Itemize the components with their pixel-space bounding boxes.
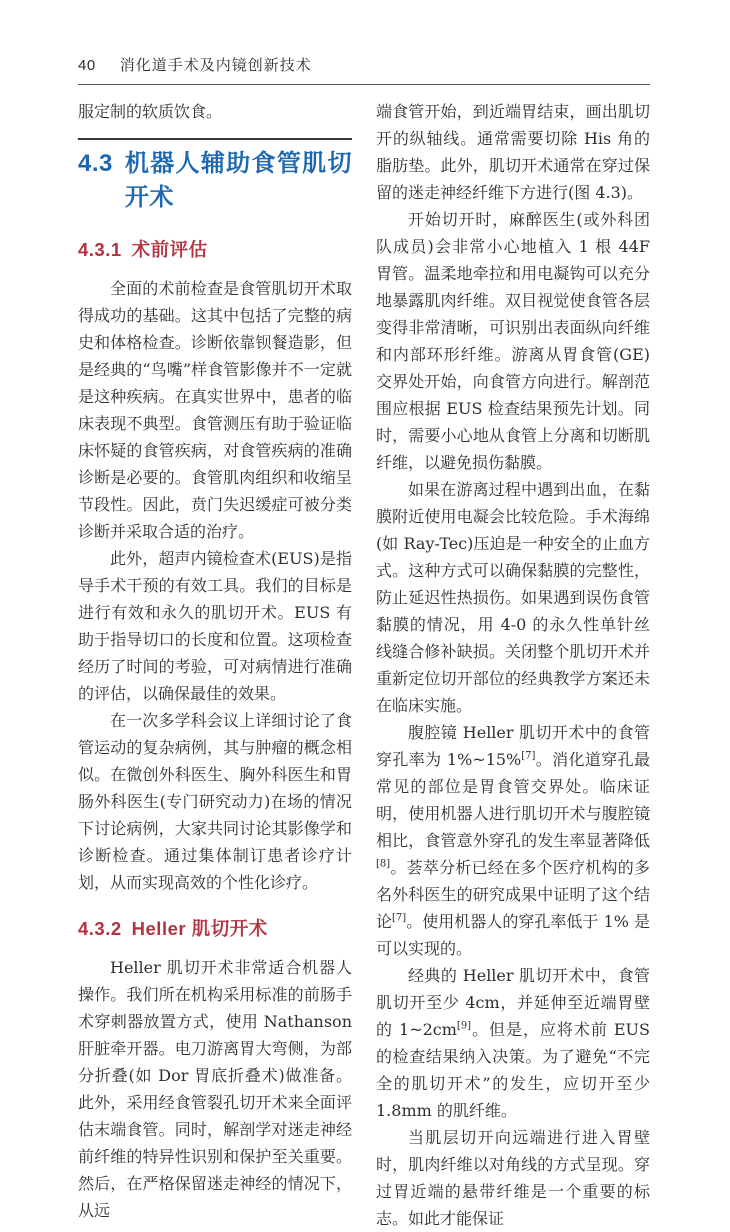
subsection-heading-2 [78,917,352,941]
subsection-heading-1 [78,238,352,262]
paragraph: 如果在游离过程中遇到出血，在黏膜附近使用电凝会比较危险。手术海绵(如 Ray-Tec)压迫是一种安全的止血方式。这种方式可以确保黏膜的完整性，防止延迟性热损伤。如果遇到误伤食管黏膜的情况，用 4-0 的永久性单针丝线缝合修补缺损。关闭整个肌切开术并重新定位切开部位的经典教学方案还未在临床实施。 [376,480,650,715]
subsection-2-title: Heller 肌切开术 [131,918,268,939]
section-title: 机器人辅助食管肌切开术 [124,150,352,211]
paragraph: 腹腔镜 Heller 肌切开术中的食管穿孔率为 1%~15%[7]。消化道穿孔最常见的部位是胃食管交界处。临床证明，使用机器人进行肌切开术与腹腔镜相比，食管意外穿孔的发生率显著降低[8]。荟萃分析已经在多个医疗机构的多名外科医生的研究成果中证明了这个结论[7]。使用机器人的穿孔率低于 1% 是可以实现的。 [376,723,650,958]
paragraph: 此外，超声内镜检查术(EUS)是指导手术干预的有效工具。我们的目标是进行有效和永久的肌切开术。EUS 有助于指导切口的长度和位置。这项检查经历了时间的考验，可对病情进行准确的评估，以确保最佳的效果。 [78,549,352,703]
paragraph: 全面的术前检查是食管肌切开术取得成功的基础。这其中包括了完整的病史和体格检查。诊断依靠钡餐造影，但是经典的“鸟嘴”样食管影像并不一定就是这种疾病。在真实世界中，患者的临床表现不典型。食管测压有助于验证临床怀疑的食管疾病，对食管疾病的准确诊断是必要的。食管肌肉组织和收缩呈节段性。因此，贲门失迟缓症可被分类诊断并采取合适的治疗。 [78,279,352,541]
paragraph: 当肌层切开向远端进行进入胃壁时，肌肉纤维以对角线的方式呈现。穿过胃近端的悬带纤维是一个重要的标志。如此才能保证 [376,1128,650,1228]
paragraph: 开始切开时，麻醉医生(或外科团队成员)会非常小心地植入 1 根 44F 胃管。温柔地牵拉和用电凝钩可以充分地暴露肌肉纤维。双目视觉使食管各层变得非常清晰，可识别出表面纵向纤维和内部环形纤维。游离从胃食管(GE)交界处开始，向食管方向进行。解剖范围应根据 EUS 检查结果预先计划。同时，需要小心地从食管上分离和切断肌纤维，以避免损伤黏膜。 [376,210,650,472]
page-number: 40 [78,57,96,74]
section-number: 4.3 [78,150,113,177]
subsection-2-number: 4.3.2 [78,918,122,939]
book-title: 消化道手术及内镜创新技术 [119,57,312,74]
two-column-body [78,98,650,1232]
subsection-1-number: 4.3.1 [78,239,122,260]
section-heading [78,147,352,215]
running-header [78,54,650,85]
paragraph-continuation: 服定制的软质饮食。 [78,102,223,121]
section-divider [78,138,352,140]
paragraph: Heller 肌切开术非常适合机器人操作。我们所在机构采用标准的前肠手术穿刺器放置方式，使用 Nathanson 肝脏牵开器。电刀游离胃大弯侧，为部分折叠(如 Dor 胃底折叠术)做准备。此外，采用经食管裂孔切开术来全面评估末端食管。同时，解剖学对迷走神经前纤维的特异性识别和保护至关重要。然后，在严格保留迷走神经的情况下，从远 [78,958,352,1220]
paragraph: 经典的 Heller 肌切开术中，食管肌切开至少 4cm，并延伸至近端胃壁的 1~2cm[9]。但是，应将术前 EUS 的检查结果纳入决策。为了避免“不完全的肌切开术”的发生，应切开至少 1.8mm 的肌纤维。 [376,966,650,1120]
paragraph: 在一次多学科会议上详细讨论了食管运动的复杂病例，其与肿瘤的概念相似。在微创外科医生、胸外科医生和胃肠外科医生(专门研究动力)在场的情况下讨论病例，大家共同讨论其影像学和诊断检查。通过集体制订患者诊疗计划，从而实现高效的个性化诊疗。 [78,711,352,892]
right-column [376,98,650,1232]
subsection-1-title: 术前评估 [131,239,208,260]
left-column [78,98,352,1232]
paragraph-continuation: 端食管开始，到近端胃结束，画出肌切开的纵轴线。通常需要切除 His 角的脂肪垫。此外，肌切开术通常在穿过保留的迷走神经纤维下方进行(图 4.3)。 [376,102,650,202]
